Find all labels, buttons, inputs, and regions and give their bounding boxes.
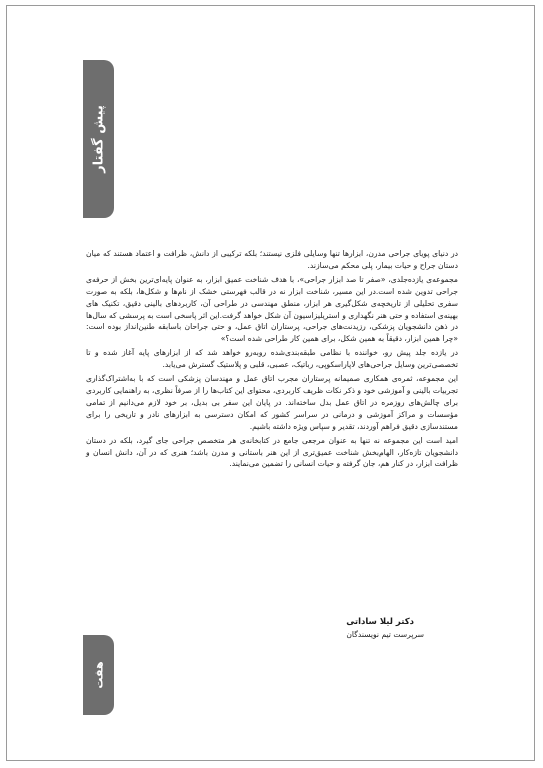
section-title: پیش گفتار	[91, 105, 106, 173]
paragraph-intro: در دنیای پویای جراحی مدرن، ابزارها تنها وسایلی فلزی نیستند؛ بلکه ترکیبی از دانش، ظرافت و اعتماد هستند که میان دستان جراح و حیات بیمار، پلی محکم می‌سازند.	[86, 249, 458, 270]
signature-block	[86, 615, 424, 641]
paragraph-acknowledgement: این مجموعه، ثمره‌ی همکاری صمیمانه پرستاران مجرب اتاق عمل و مهندسان پزشکی است که با به‌اشتراک‌گذاری تجربیات بالینی و آموزشی خود و ذکر نکات ظریف کاربردی، محتوای این کتاب‌ها را از صرفاً نظری، به راهنمایی کاربردی برای چالش‌های روزمره در اتاق عمل بدل ساخته‌اند. در پایان این سفر بی بدیل، بر خود لازم می‌دانیم از تمامی مؤسسات و مراکز آموزشی و درمانی در سراسر کشور که امکان دسترسی به ابزارهای نادر و تاریخی را برای مستندسازی دقیق فراهم آوردند، تقدیر و سپاس ویژه داشته باشیم.	[86, 374, 458, 431]
paragraph-closing: امید است این مجموعه نه تنها به عنوان مرجعی جامع در کتابخانه‌ی هر متخصص جراحی جای گیرد، بلکه در دستان دانشجویان تازه‌کار، الهام‌بخش شناخت عمیق‌تری از این هنر باستانی و مدرن باشد؛ هنری که در آن، دانش انسان و ظرافت ابزار، در کنار هم، جان گرفته و حیات انسانی را تضمین می‌نمایند.	[86, 435, 458, 469]
author-name: دکتر لیلا ساداتی	[346, 617, 414, 627]
section-title-tab	[83, 60, 114, 218]
preface-body	[86, 248, 458, 472]
page-number: هفت	[92, 661, 105, 689]
paragraph-volumes: در یازده جلد پیش رو، خواننده با نظامی طبقه‌بندی‌شده روبه‌رو خواهد شد که از ابزارهای پایه آغاز شده و تا تخصصی‌ترین وسایل جراحی‌های لاپاراسکوپی، رباتیک، عصبی، قلبی و پلاستیک گسترش می‌یابد.	[86, 348, 458, 370]
page-number-tab	[83, 635, 114, 715]
paragraph-series: مجموعه‌ی یازده‌جلدی، «صفر تا صد ابزار جراحی»، با هدف شناخت عمیق ابزار، به عنوان پایه‌ای‌ترین بخش از حرفه‌ی جراحی تدوین شده است.در این مسیر، شناخت ابزار نه در قالب فهرستی خشک از نام‌ها و شکل‌ها، بلکه به صورت سفری تحلیلی از تاریخچه‌ی شکل‌گیری هر ابزار، منطق مهندسی در طراحی آن، کاربردهای بالینی دقیق، تکنیک های بهینه‌ی استفاده و حتی هنر نگهداری و استریلیزاسیون آن شکل خواهد گرفت.این اثر پاسخی است به پرسشی که سال‌ها در ذهن دانشجویان پزشکی، رزیدنت‌های جراحی، پرستاران اتاق عمل، و حتی جراحان باسابقه طنین‌انداز بوده است: «چرا همین ابزار، دقیقاً به همین شکل، برای همین کار طراحی شده است؟»	[86, 274, 458, 344]
author-role: سرپرست تیم نویسندگان	[346, 630, 424, 639]
